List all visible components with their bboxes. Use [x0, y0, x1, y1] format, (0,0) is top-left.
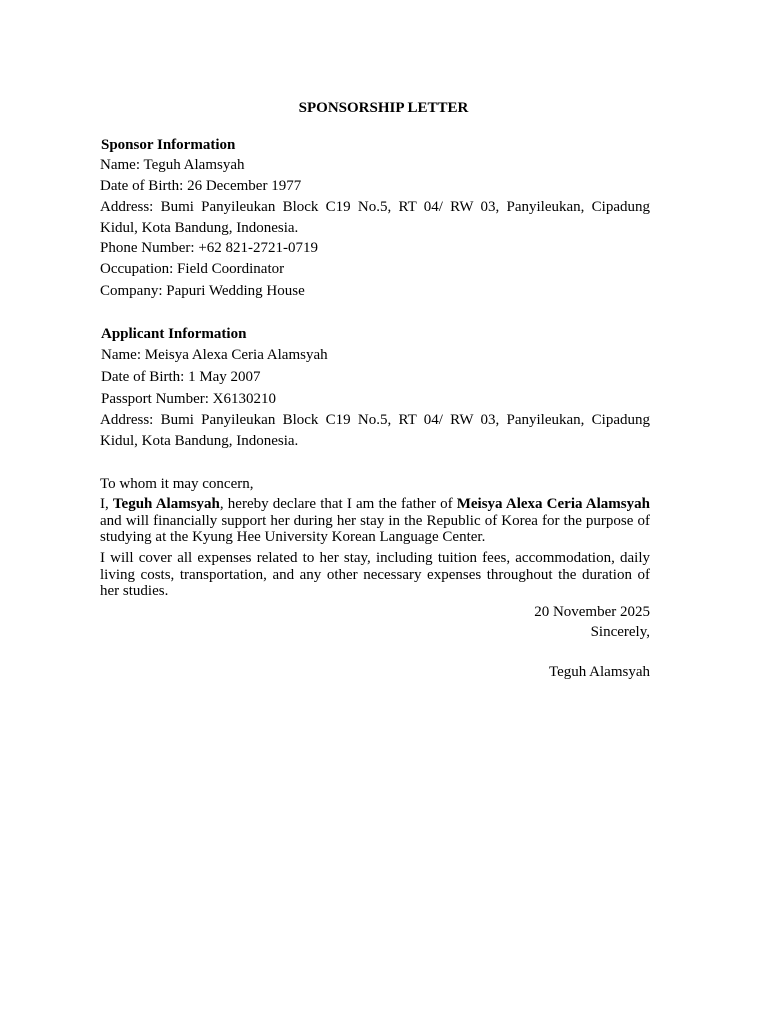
salutation: To whom it may concern, — [100, 476, 254, 492]
closing-sincerely: Sincerely, — [590, 624, 650, 640]
coverage-paragraph: I will cover all expenses related to her stay, including tuition fees, accommodation, daily living costs, transportation, and any other necessary expenses throughout the duration of her studies. — [100, 550, 650, 599]
sponsor-dob: Date of Birth: 26 December 1977 — [100, 178, 302, 194]
declaration-suffix: and will financially support her during her stay in the Republic of Korea for the purpose of studying at the Kyung Hee University Korean Language Center. — [100, 512, 650, 545]
sponsor-company: Company: Papuri Wedding House — [100, 283, 305, 299]
declaration-prefix: I, — [100, 496, 113, 512]
applicant-dob: Date of Birth: 1 May 2007 — [101, 369, 261, 385]
sponsor-occupation: Occupation: Field Coordinator — [100, 261, 285, 277]
applicant-address: Address: Bumi Panyileukan Block C19 No.5, RT 04/ RW 03, Panyileukan, Cipadung Kidul, Kota Bandung, Indonesia. — [100, 412, 650, 449]
sponsor-phone: Phone Number: +62 821-2721-0719 — [100, 240, 319, 256]
applicant-passport: Passport Number: X6130210 — [101, 391, 276, 407]
applicant-name: Name: Meisya Alexa Ceria Alamsyah — [101, 347, 328, 363]
declaration-paragraph — [100, 496, 650, 546]
declaration-sponsor-name: Teguh Alamsyah — [112, 496, 220, 512]
sponsor-name: Name: Teguh Alamsyah — [100, 157, 245, 173]
letter-page — [100, 0, 650, 1024]
page-title: SPONSORSHIP LETTER — [298, 100, 469, 116]
applicant-heading: Applicant Information — [101, 326, 247, 342]
sponsor-heading: Sponsor Information — [101, 137, 236, 153]
signatory-name: Teguh Alamsyah — [548, 664, 650, 680]
letter-date: 20 November 2025 — [534, 604, 650, 620]
declaration-applicant-name: Meisya Alexa Ceria Alamsyah — [456, 496, 650, 512]
sponsor-address: Address: Bumi Panyileukan Block C19 No.5, RT 04/ RW 03, Panyileukan, Cipadung Kidul, Kota Bandung, Indonesia. — [100, 199, 650, 236]
declaration-middle: , hereby declare that I am the father of — [219, 496, 457, 512]
